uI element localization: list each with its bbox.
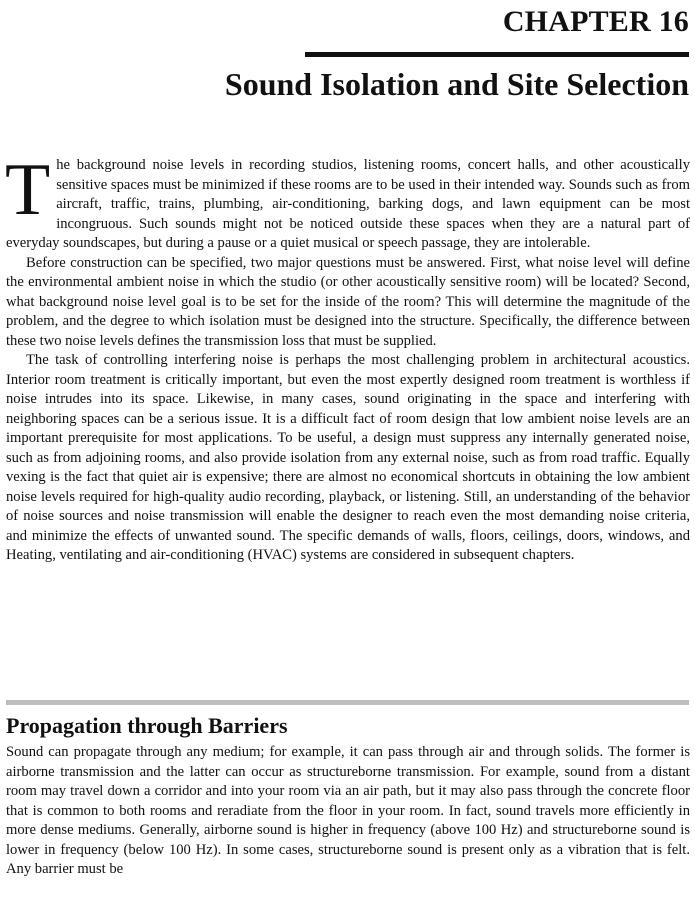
chapter-divider [305, 52, 689, 57]
section-text [6, 743, 690, 880]
intro-paragraph-1-text: he background noise levels in recording studios, listening rooms, concert halls, and other acoustically sensitive spaces must be minimized if these rooms are to be used in their intended way. Sounds such as from aircraft, traffic, trains, plumbing, air-conditioning, barking dogs, and lawn equipment can be most incongruous. Such sounds might not be noticed outside these spaces when they are a natural part of everyday soundscapes, but during a pause or a quiet musical or speech passage, they are intolerable. [6, 157, 690, 251]
section-divider [6, 700, 689, 705]
chapter-title: Sound Isolation and Site Selection [224, 66, 689, 102]
chapter-label: CHAPTER 16 [502, 5, 689, 38]
intro-paragraph-1 [5, 149, 690, 254]
intro-paragraph-3: The task of controlling interfering noise is perhaps the most challenging problem in architectural acoustics. Interior room treatment is critically important, but even the most expertly designed room treatment is worthless if noise intrudes into its space. Likewise, in many cases, sound originating in the space and interfering with neighboring spaces can be a serious issue. It is a difficult fact of room design that low ambient noise levels are an important prerequisite for most applications. To be useful, a design must suppress any internally generated noise, such as from adjoining rooms, and also provide isolation from any external noise, such as from road traffic. Equally vexing is the fact that quiet air is expensive; there are almost no economical shortcuts in obtaining the low ambient noise levels required for high-quality audio recording, playback, or listening. Still, an understanding of the behavior of noise sources and noise transmission will enable the designer to reach even the most demanding noise criteria, and minimize the effects of unwanted sound. The specific demands of walls, floors, ceilings, doors, windows, and Heating, ventilating and air-conditioning (HVAC) systems are considered in subsequent chapters. [6, 352, 690, 563]
intro-paragraph-2: Before construction can be specified, two major questions must be answered. First, what noise level will define the environmental ambient noise in which the studio (or other acoustically sensitive room) will be located? Second, what background noise level goal is to be set for the inside of the room? This will determine the magnitude of the problem, and the degree to which isolation must be designed into the structure. Specifically, the difference between these two noise levels defines the transmission loss that must be supplied. [6, 254, 690, 349]
intro-text [5, 149, 690, 566]
drop-cap: T [5, 149, 51, 231]
section-paragraph: Sound can propagate through any medium; for example, it can pass through air and through solids. The former is airborne transmission and the latter can occur as structureborne transmission. For example, sound from a distant room may travel down a corridor and into your room via an air path, but it may also pass through the concrete floor that is common to both rooms and reradiate from the floor in your room. In fact, sound travels more efficiently in more dense mediums. Generally, airborne sound is higher in frequency (above 100 Hz) and structureborne sound is lower in frequency (below 100 Hz). In some cases, structureborne sound is present only as a vibration that is felt. Any barrier must be [6, 744, 690, 877]
section-heading: Propagation through Barriers [6, 713, 288, 738]
